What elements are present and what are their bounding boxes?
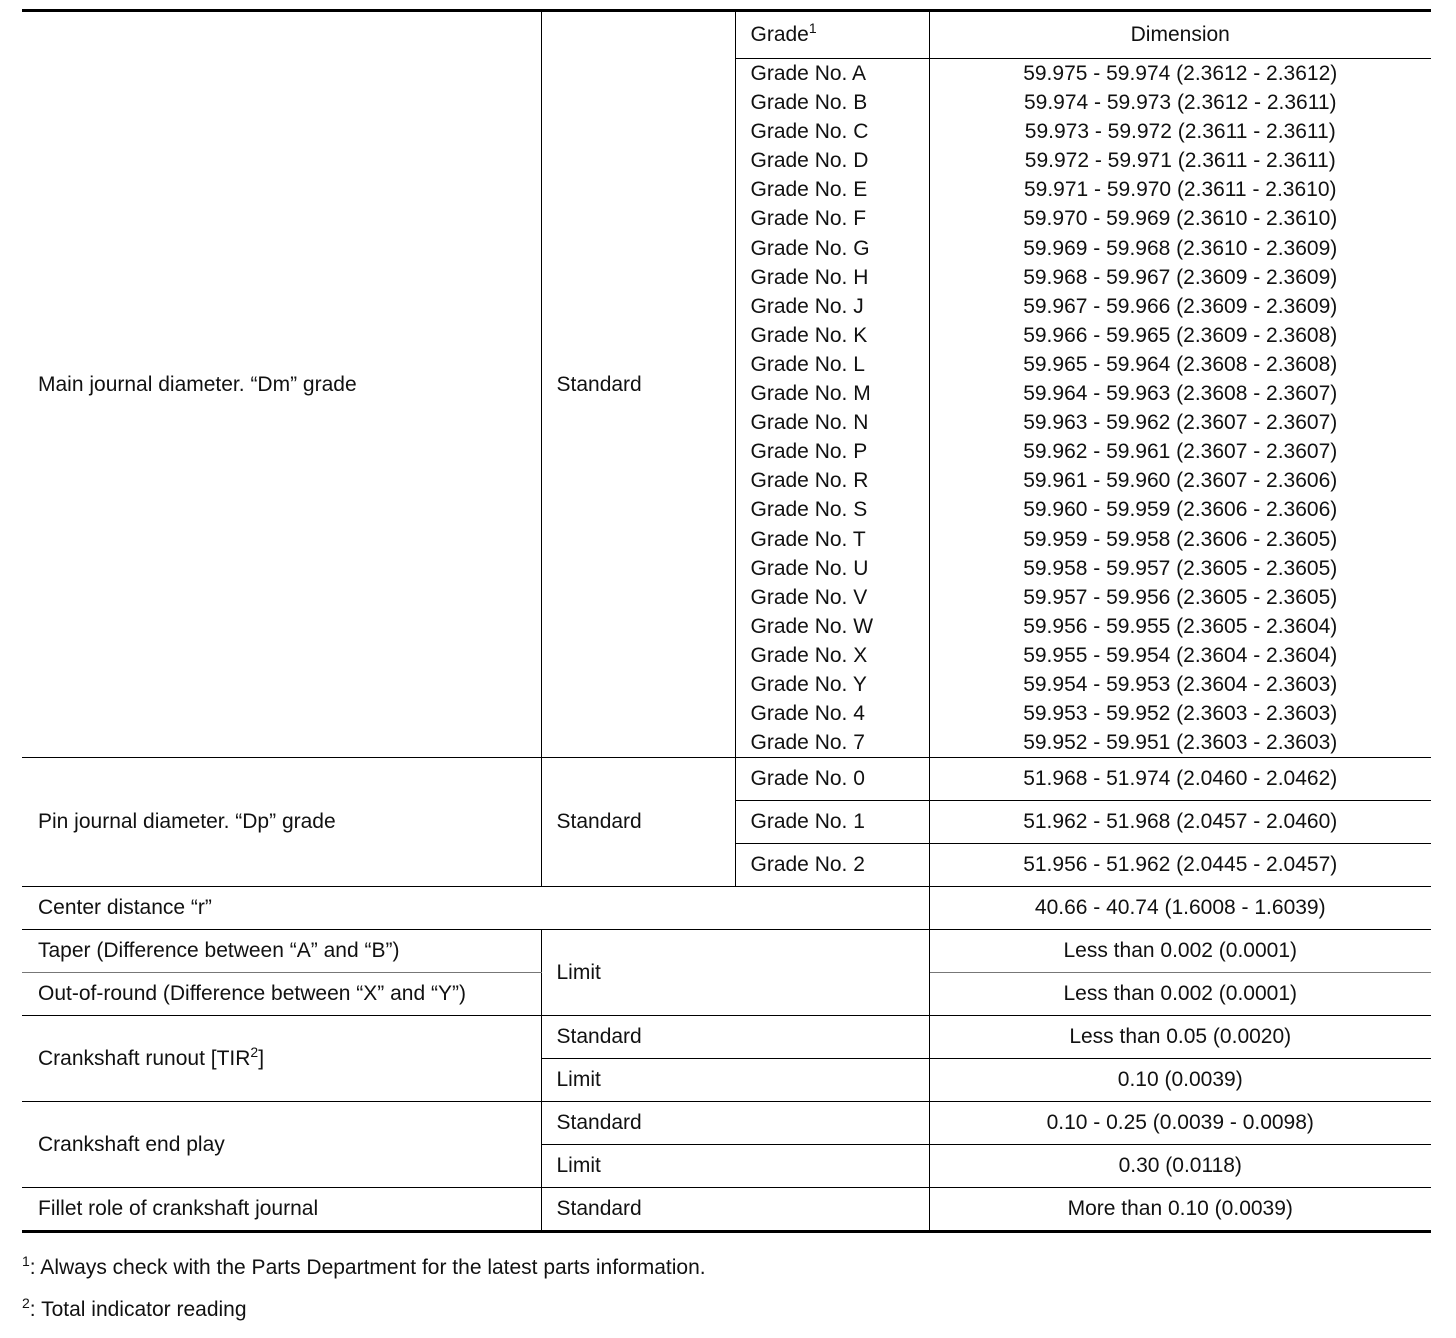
main-grade-item: Grade No. X (750, 643, 868, 667)
taper-value: Less than 0.002 (0.0001) (929, 930, 1431, 973)
pin-grade-2: Grade No. 2 (735, 844, 929, 887)
main-dimension-item: 59.955 - 59.954 (2.3604 - 2.3604) (1023, 643, 1338, 667)
main-grade-item: Grade No. Y (750, 672, 867, 696)
runout-standard-label: Standard (541, 1016, 929, 1059)
fillet-value: More than 0.10 (0.0039) (929, 1188, 1431, 1232)
grade-header-label: Grade (750, 23, 809, 46)
footnote-2 (22, 1295, 247, 1322)
runout-standard-value: Less than 0.05 (0.0020) (929, 1016, 1431, 1059)
pin-dimension-1: 51.962 - 51.968 (2.0457 - 2.0460) (929, 801, 1431, 844)
runout-limit-value: 0.10 (0.0039) (929, 1059, 1431, 1102)
main-grade-item: Grade No. C (750, 120, 869, 144)
grade-header-footnote-mark: 1 (808, 20, 817, 36)
main-dimension-item: 59.967 - 59.966 (2.3609 - 2.3609) (1023, 294, 1338, 318)
end-play-limit-value: 0.30 (0.0118) (929, 1145, 1431, 1188)
main-journal-dimension-list (929, 59, 1431, 758)
end-play-label: Crankshaft end play (22, 1102, 541, 1188)
main-dimension-item: 59.954 - 59.953 (2.3604 - 2.3603) (1023, 672, 1338, 696)
fillet-condition: Standard (541, 1188, 929, 1232)
main-grade-item: Grade No. G (750, 236, 870, 260)
main-grade-item: Grade No. M (750, 382, 871, 406)
taper-label: Taper (Difference between “A” and “B”) (22, 930, 541, 973)
main-dimension-item: 59.968 - 59.967 (2.3609 - 2.3609) (1023, 265, 1338, 289)
dimension-header: Dimension (929, 11, 1431, 59)
runout-label-text: Crankshaft runout [TIR (38, 1046, 251, 1070)
pin-dimension-2: 51.956 - 51.962 (2.0445 - 2.0457) (929, 844, 1431, 887)
main-grade-item: Grade No. F (750, 207, 867, 231)
main-dimension-item: 59.965 - 59.964 (2.3608 - 2.3608) (1023, 352, 1338, 376)
main-grade-item: Grade No. N (750, 411, 869, 435)
footnote-1-text: : Always check with the Parts Department for the latest parts information. (29, 1256, 706, 1279)
main-dimension-item: 59.963 - 59.962 (2.3607 - 2.3607) (1023, 411, 1338, 435)
main-dimension-item: 59.966 - 59.965 (2.3609 - 2.3608) (1023, 323, 1338, 347)
main-grade-item: Grade No. E (750, 178, 868, 202)
runout-label (22, 1016, 541, 1102)
end-play-standard-label: Standard (541, 1102, 929, 1145)
main-grade-item: Grade No. U (750, 556, 869, 580)
end-play-standard-value: 0.10 - 0.25 (0.0039 - 0.0098) (929, 1102, 1431, 1145)
main-dimension-item: 59.952 - 59.951 (2.3603 - 2.3603) (1023, 731, 1338, 755)
main-grade-item: Grade No. V (750, 585, 868, 609)
center-distance-label: Center distance “r” (22, 887, 929, 930)
main-dimension-item: 59.972 - 59.971 (2.3611 - 2.3611) (1024, 149, 1336, 173)
main-dimension-item: 59.953 - 59.952 (2.3603 - 2.3603) (1023, 702, 1338, 726)
main-dimension-item: 59.969 - 59.968 (2.3610 - 2.3609) (1023, 236, 1338, 260)
pin-grade-1: Grade No. 1 (735, 801, 929, 844)
main-grade-item: Grade No. A (750, 62, 867, 85)
main-dimension-item: 59.957 - 59.956 (2.3605 - 2.3605) (1023, 585, 1338, 609)
main-dimension-item: 59.964 - 59.963 (2.3608 - 2.3607) (1023, 382, 1338, 406)
runout-limit-label: Limit (541, 1059, 929, 1102)
out-of-round-value: Less than 0.002 (0.0001) (929, 973, 1431, 1016)
main-grade-item: Grade No. P (750, 440, 868, 464)
main-grade-item: Grade No. B (750, 91, 868, 115)
center-distance-value: 40.66 - 40.74 (1.6008 - 1.6039) (929, 887, 1431, 930)
footnote-1 (22, 1253, 706, 1280)
footnote-1-mark: 1 (22, 1253, 30, 1269)
main-journal-condition: Standard (541, 11, 735, 758)
main-grade-item: Grade No. S (750, 498, 868, 522)
grade-header (735, 11, 929, 59)
main-journal-label: Main journal diameter. “Dm” grade (22, 11, 541, 758)
main-dimension-item: 59.974 - 59.973 (2.3612 - 2.3611) (1023, 91, 1337, 115)
footnote-2-mark: 2 (22, 1295, 30, 1311)
runout-footnote-mark: 2 (250, 1043, 259, 1060)
main-grade-item: Grade No. L (750, 352, 865, 376)
main-grade-item: Grade No. K (750, 323, 868, 347)
main-dimension-item: 59.959 - 59.958 (2.3606 - 2.3605) (1023, 527, 1338, 551)
pin-grade-0: Grade No. 0 (735, 758, 929, 801)
footnote-2-text: : Total indicator reading (29, 1298, 247, 1321)
main-dimension-item: 59.960 - 59.959 (2.3606 - 2.3606) (1023, 498, 1338, 522)
pin-journal-condition: Standard (541, 758, 735, 887)
main-dimension-item: 59.961 - 59.960 (2.3607 - 2.3606) (1023, 469, 1338, 493)
main-grade-item: Grade No. 7 (750, 731, 865, 755)
main-journal-grade-list (735, 59, 929, 758)
pin-journal-label: Pin journal diameter. “Dp” grade (22, 758, 541, 887)
main-grade-item: Grade No. D (750, 149, 869, 173)
main-dimension-item: 59.971 - 59.970 (2.3611 - 2.3610) (1023, 178, 1337, 202)
main-dimension-item: 59.970 - 59.969 (2.3610 - 2.3610) (1023, 207, 1338, 231)
crankshaft-spec-table (22, 9, 1431, 1233)
end-play-limit-label: Limit (541, 1145, 929, 1188)
main-grade-item: Grade No. W (750, 614, 874, 638)
main-dimension-item: 59.962 - 59.961 (2.3607 - 2.3607) (1023, 440, 1338, 464)
pin-dimension-0: 51.968 - 51.974 (2.0460 - 2.0462) (929, 758, 1431, 801)
out-of-round-label: Out-of-round (Difference between “X” and “Y”) (22, 973, 541, 1016)
main-dimension-item: 59.973 - 59.972 (2.3611 - 2.3611) (1024, 120, 1336, 144)
main-dimension-item: 59.975 - 59.974 (2.3612 - 2.3612) (1023, 62, 1338, 85)
fillet-label: Fillet role of crankshaft journal (22, 1188, 541, 1232)
main-grade-item: Grade No. R (750, 469, 869, 493)
main-grade-item: Grade No. J (750, 294, 864, 318)
main-dimension-item: 59.956 - 59.955 (2.3605 - 2.3604) (1023, 614, 1338, 638)
main-grade-item: Grade No. 4 (750, 702, 865, 726)
runout-label-close: ] (258, 1046, 265, 1070)
taper-oor-condition: Limit (541, 930, 929, 1016)
main-dimension-item: 59.958 - 59.957 (2.3605 - 2.3605) (1023, 556, 1338, 580)
main-grade-item: Grade No. H (750, 265, 869, 289)
main-grade-item: Grade No. T (750, 527, 866, 551)
